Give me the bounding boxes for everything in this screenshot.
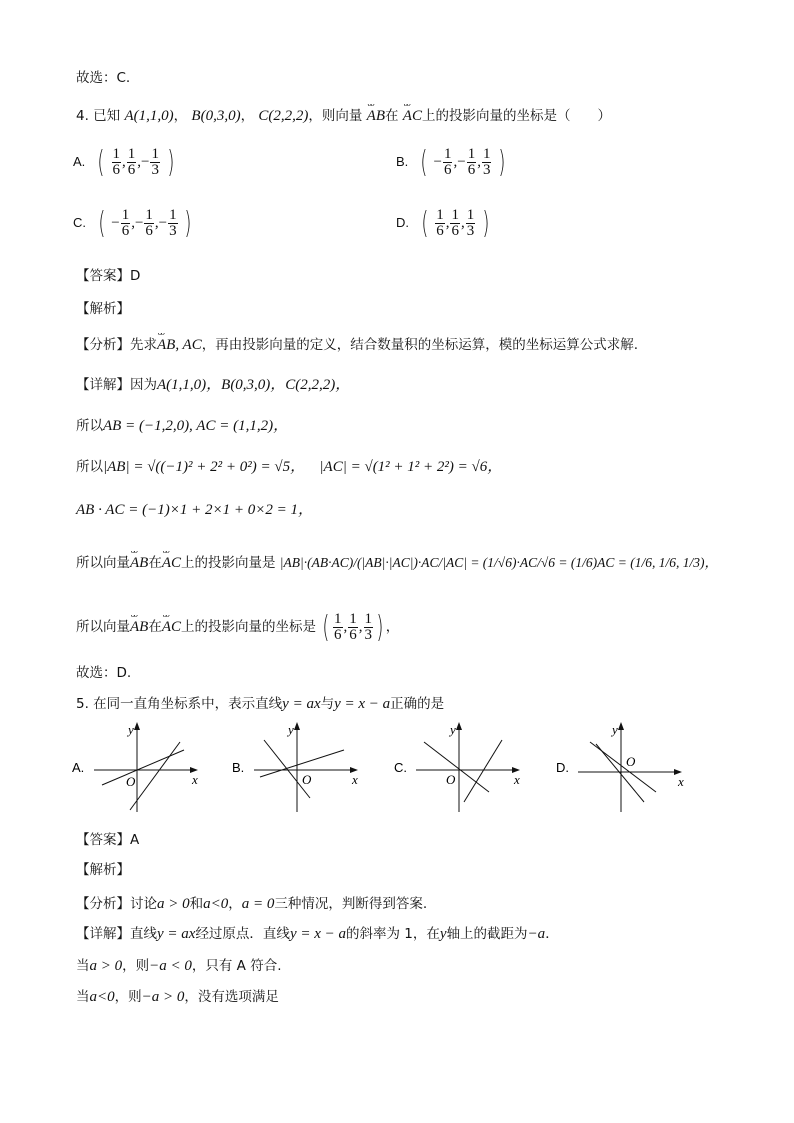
svg-text:x: x <box>678 774 684 789</box>
step-vectors: 所以AB = (−1,2,0), AC = (1,1,2)， <box>76 418 289 434</box>
vector-coordinates: AB = (−1,2,0), AC = (1,1,2)， <box>103 418 289 434</box>
svg-text:y: y <box>288 722 294 737</box>
point-b: B(0,3,0) <box>191 108 241 124</box>
answer-4: 【答案】D <box>76 268 141 284</box>
graph-option-b <box>232 722 372 818</box>
question-4: 4. 已知 A(1,1,0)， B(0,3,0)， C(2,2,2)，则向量 ᴗᴗ AB在 ᴗᴗ AC上的投影向量的坐标是（ ） <box>76 104 611 125</box>
step-projection: 所以向量ᴗᴗ AB在ᴗᴗ AC上的投影向量是 |AB|·(AB·AC)/(|AB|·|AC|)·AC/|AC| = (1/√6)·AC/√6 = (1/6)AC = (1/6, 1/6, 1/3)， <box>76 551 718 572</box>
svg-text:y: y <box>128 722 134 737</box>
step-result: 所以向量ᴗᴗ AB在ᴗᴗ AC上的投影向量的坐标是 ( $\frac{1}{6}$ , $\frac{1}{6}$ , $\frac{1}{3}$ ) ， <box>76 610 399 645</box>
projection-formula: |AB|·(AB·AC)/(|AB|·|AC|)·AC/|AC| = (1/√6)·AC/√6 = (1/6)AC = (1/6, 1/6, 1/3)， <box>279 555 718 570</box>
line-eq-2: y = x − a <box>334 696 391 712</box>
conclusion-d: 故选：D. <box>76 665 132 681</box>
option-a: A. ( $\frac{1}{6}$ , $\frac{1}{6}$ ,− $\frac{1}{3}$ ) <box>73 145 175 180</box>
graph-option-c <box>394 722 534 818</box>
analysis-heading-5: 【解析】 <box>76 862 130 878</box>
option-c-label: C. <box>73 214 86 230</box>
svg-text:x: x <box>352 772 358 787</box>
case-negative: 当a<0，则−a > 0，没有选项满足 <box>76 989 279 1005</box>
graph-c-label: C. <box>394 760 407 775</box>
magnitude-ab: |AB| = √((−1)² + 2² + 0²) = √5， <box>103 459 306 475</box>
point-a: A(1,1,0) <box>124 108 174 124</box>
detail-4: 【详解】因为A(1,1,0)，B(0,3,0)，C(2,2,2)， <box>76 377 351 393</box>
case-positive: 当a > 0，则−a < 0，只有 A 符合. <box>76 958 282 974</box>
dot-product: AB · AC = (−1)×1 + 2×1 + 0×2 = 1， <box>76 502 313 518</box>
option-d-label: D. <box>396 214 409 230</box>
option-d: D. ( $\frac{1}{6}$ , $\frac{1}{6}$ , $\frac{1}{3}$ ) <box>396 206 490 241</box>
graph-option-d <box>556 722 696 818</box>
q4-text: ，则向量 <box>308 108 363 124</box>
detail-5: 【详解】直线y = ax经过原点．直线y = x − a的斜率为 1，在y轴上的截距为−a． <box>76 926 559 942</box>
point-c: C(2,2,2) <box>258 108 309 124</box>
option-b: B. ( − $\frac{1}{6}$ ,− $\frac{1}{6}$ , $\frac{1}{3}$ ) <box>396 145 506 180</box>
graph-a-label: A. <box>72 760 85 775</box>
option-a-label: A. <box>73 153 86 169</box>
svg-text:x: x <box>514 772 520 787</box>
svg-text:x: x <box>192 772 198 787</box>
svg-text:O: O <box>446 772 456 787</box>
analysis-4: 【分析】先求ᴗᴗ AB, AC，再由投影向量的定义，结合数量积的坐标运算，模的坐标运算公式求解. <box>76 333 638 354</box>
graph-option-a <box>72 722 212 818</box>
option-b-label: B. <box>396 153 409 169</box>
points-abc: A(1,1,0)，B(0,3,0)，C(2,2,2)， <box>157 377 351 393</box>
vector-ac: ᴗᴗ AC <box>403 108 422 125</box>
vectors-ab-ac: ᴗᴗ AB, AC <box>157 337 202 354</box>
svg-text:y: y <box>450 722 456 737</box>
q4-prefix: 4. 已知 <box>76 108 121 124</box>
svg-text:y: y <box>612 722 618 737</box>
step-magnitudes: 所以|AB| = √((−1)² + 2² + 0²) = √5， |AC| = √(1² + 1² + 2²) = √6， <box>76 459 503 475</box>
conclusion-c: 故选：C. <box>76 70 131 86</box>
vector-ab: ᴗᴗ AB <box>367 108 385 125</box>
graph-b-label: B. <box>232 760 245 775</box>
svg-text:O: O <box>626 754 636 769</box>
magnitude-ac: |AC| = √(1² + 1² + 2²) = √6， <box>319 459 503 475</box>
analysis-5: 【分析】讨论a > 0和a<0，a = 0三种情况，判断得到答案. <box>76 896 428 912</box>
step-dot-product <box>76 498 313 519</box>
option-c: C. ( − $\frac{1}{6}$ ,− $\frac{1}{6}$ ,− $\frac{1}{3}$ ) <box>73 206 192 241</box>
q4-tail: 上的投影向量的坐标是（ ） <box>421 108 611 124</box>
answer-5: 【答案】A <box>76 832 140 848</box>
line-eq-1: y = ax <box>282 696 321 712</box>
svg-text:O: O <box>126 774 136 789</box>
q4-zai: 在 <box>385 108 399 124</box>
graph-d-label: D. <box>556 760 569 775</box>
analysis-heading-4: 【解析】 <box>76 301 130 317</box>
svg-text:O: O <box>302 772 312 787</box>
question-5: 5. 在同一直角坐标系中，表示直线y = ax与y = x − a正确的是 <box>76 696 445 712</box>
